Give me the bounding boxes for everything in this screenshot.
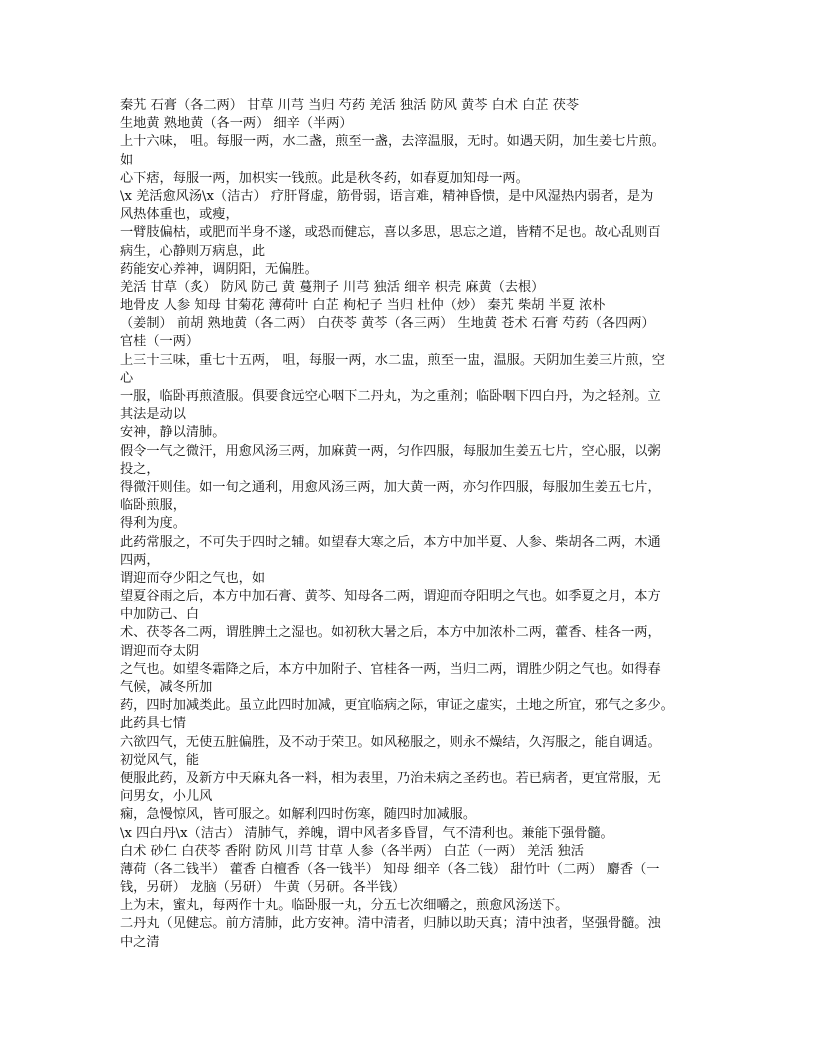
text-line: 术、茯苓各二两，谓胜脾土之湿也。如初秋大暑之后，本方中加浓朴二两，藿香、桂各一两， [120, 625, 661, 641]
text-line: 安神，静以清肺。 [120, 425, 226, 441]
text-line: 羌活 甘草（炙） 防风 防己 黄 蔓荆子 川芎 独活 细辛 枳壳 麻黄（去根） [120, 279, 545, 295]
text-line: 初觉风气，能 [120, 752, 200, 768]
text-line: 钱，另研） 龙脑（另研） 牛黄（另研。各半钱） [120, 880, 406, 896]
text-line: 上十六味， 咀。每服一两，水二盏，煎至一盏，去滓温服，无时。如遇天阴，加生姜七片煎。 [120, 134, 665, 150]
text-line: 官桂（一两） [120, 334, 200, 350]
text-line: 白术 砂仁 白茯苓 香附 防风 川芎 甘草 人参（各半两） 白芷（一两） 羌活 独活 [120, 843, 584, 859]
text-line: 中之清 [120, 934, 160, 950]
text-line: 便服此药，及新方中天麻丸各一料，相为表里，乃治未病之圣药也。若已病者，更宜常服，无 [120, 770, 661, 786]
text-line: 此药具七情 [120, 716, 186, 732]
text-line: 中加防己、白 [120, 607, 200, 623]
text-line: 谓迎而夺太阴 [120, 643, 200, 659]
text-line: 心下痞，每服一两，加枳实一钱煎。此是秋冬药，如春夏加知母一两。 [120, 170, 529, 186]
text-line: 得微汗则佳。如一旬之通利，用愈风汤三两，加大黄一两，亦匀作四服，每服加生姜五七片， [120, 479, 661, 495]
text-line: 药，四时加减类此。虽立此四时加减，更宜临病之际，审证之虚实，土地之所宜，邪气之多少。 [120, 698, 674, 714]
text-line: 气候，减冬所加 [120, 680, 213, 695]
text-line: 望夏谷雨之后，本方中加石膏、黄芩、知母各二两，谓迎而夺阳明之气也。如季夏之月，本方 [120, 589, 661, 605]
text-line: 生地黄 熟地黄（各一两） 细辛（半两） [120, 116, 353, 132]
text-line: 谓迎而夺少阳之气也，如 [120, 570, 266, 586]
text-line: 其法是动以 [120, 407, 186, 423]
text-line: 临卧煎服， [120, 498, 186, 514]
text-line: 秦艽 石膏（各二两） 甘草 川芎 当归 芍药 羌活 独活 防风 黄芩 白术 白芷 茯苓 [120, 98, 580, 113]
text-line: 问男女，小儿风 [120, 789, 213, 805]
text-line: 地骨皮 人参 知母 甘菊花 薄荷叶 白芷 枸杞子 当归 杜仲（炒） 秦艽 柴胡 半夏 浓朴 [120, 298, 606, 314]
text-line: 病生，心静则万病息，此 [120, 243, 266, 259]
text-line: 风热体重也，或瘦， [120, 207, 239, 223]
text-line: 得利为度。 [120, 516, 186, 532]
text-line: 一服，临卧再煎渣服。俱要食远空心咽下二丹丸，为之重剂；临卧咽下四白丹，为之轻剂。立 [120, 389, 661, 404]
text-line: 投之， [120, 461, 160, 477]
text-line: 如 [120, 152, 134, 168]
text-line: 痫，急慢惊风，皆可服之。如解利四时伤寒，随四时加减服。 [120, 807, 477, 823]
text-line: 此药常服之，不可失于四时之辅。如望春大寒之后，本方中加半夏、人参、柴胡各二两，木通 [120, 534, 661, 550]
text-line: 薄荷（各二钱半） 藿香 白檀香（各一钱半） 知母 细辛（各二钱） 甜竹叶（二两） 麝香（一 [120, 861, 660, 877]
text-line: 上为末，蜜丸，每两作十丸。临卧服一丸，分五七次细嚼之，煎愈风汤送下。 [120, 898, 569, 914]
text-line: 心 [120, 370, 134, 386]
text-line: 药能安心养神，调阴阳，无偏胜。 [120, 261, 318, 277]
text-line: 假令一气之微汗，用愈风汤三两，加麻黄一两，匀作四服，每服加生姜五七片，空心服，以粥 [120, 443, 661, 459]
text-line: \x 羌活愈风汤\x（洁古） 疗肝肾虚，筋骨弱，语言难，精神昏愦，是中风湿热内弱者，是为 [120, 188, 654, 204]
document-body [120, 97, 720, 952]
text-line: \x 四白丹\x（洁古） 清肺气，养魄，谓中风者多昏冒，气不清利也。兼能下强骨髓。 [120, 825, 614, 841]
text-line: （姜制） 前胡 熟地黄（各二两） 白茯苓 黄芩（各三两） 生地黄 苍术 石膏 芍药（各四两） [120, 316, 655, 332]
text-line: 二丹丸（见健忘。前方清肺，此方安神。清中清者，归肺以助天真；清中浊者，坚强骨髓。浊 [120, 916, 661, 932]
text-line: 之气也。如望冬霜降之后，本方中加附子、官桂各一两，当归二两，谓胜少阴之气也。如得春 [120, 661, 661, 677]
text-line: 四两， [120, 552, 160, 568]
text-line: 上三十三味，重七十五两， 咀，每服一两，水二盅，煎至一盅，温服。天阴加生姜三片煎，空 [120, 352, 665, 368]
text-line: 一臂肢偏枯，或肥而半身不遂，或恐而健忘，喜以多思，思忘之道，皆精不足也。故心乱则百 [120, 225, 661, 241]
text-line: 六欲四气，无使五脏偏胜，及不动于荣卫。如风秘服之，则永不燥结，久泻服之，能自调适。 [120, 734, 661, 750]
